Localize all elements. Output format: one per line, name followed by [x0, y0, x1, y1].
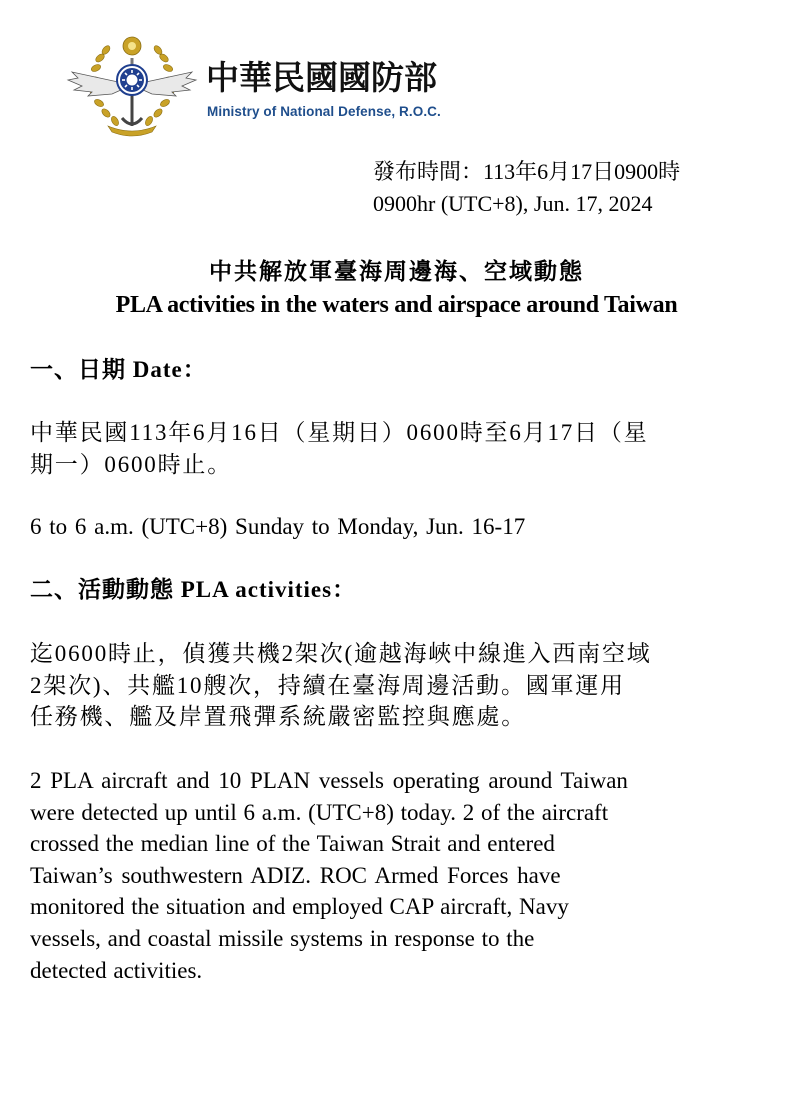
page-title-zh: 中共解放軍臺海周邊海、空域動態	[209, 259, 584, 284]
mnd-emblem-logo	[62, 30, 202, 138]
date-zh-line: 期一）0600時止。	[30, 451, 232, 477]
activities-en-line: were detected up until 6 a.m. (UTC+8) today. 2 of the aircraft	[30, 799, 609, 825]
section-date-heading: 一、日期 Date：	[30, 357, 207, 382]
ministry-name-zh: 中華民國國防部	[206, 58, 437, 97]
activities-en-line: detected activities.	[30, 957, 203, 983]
page-title-en: PLA activities in the waters and airspace around Taiwan	[115, 292, 678, 318]
ministry-name-en: Ministry of National Defense, R.O.C.	[207, 104, 441, 119]
section-date-body-zh	[30, 417, 765, 480]
date-zh-line: 中華民國113年6月16日（星期日）0600時至6月17日（星	[30, 420, 649, 445]
section-date-body-en: 6 to 6 a.m. (UTC+8) Sunday to Monday, Jun. 16-17	[30, 514, 526, 539]
release-time-en: 0900hr (UTC+8), Jun. 17, 2024	[373, 191, 653, 216]
activities-en-line: Taiwan’s southwestern ADIZ. ROC Armed Forces have	[30, 862, 561, 888]
activities-en-line: crossed the median line of the Taiwan Strait and entered	[30, 831, 555, 857]
activities-zh-line: 任務機、艦及岸置飛彈系統嚴密監控與應處。	[30, 704, 526, 729]
activities-zh-line: 迄0600時止，偵獲共機2架次(逾越海峽中線進入西南空域	[30, 641, 652, 666]
release-time-zh: 發布時間：113年6月17日0900時	[373, 159, 681, 184]
section-activities-body-zh	[30, 638, 765, 733]
section-activities-heading: 二、活動動態 PLA activities：	[30, 577, 357, 602]
activities-en-line: 2 PLA aircraft and 10 PLAN vessels operating around Taiwan	[30, 768, 628, 793]
activities-en-line: monitored the situation and employed CAP aircraft, Navy	[30, 894, 569, 920]
activities-zh-line: 2架次)、共艦10艘次，持續在臺海周邊活動。國軍運用	[30, 672, 625, 698]
activities-en-line: vessels, and coastal missile systems in response to the	[30, 925, 535, 951]
section-activities-body-en	[30, 765, 765, 986]
release-time	[373, 156, 680, 220]
